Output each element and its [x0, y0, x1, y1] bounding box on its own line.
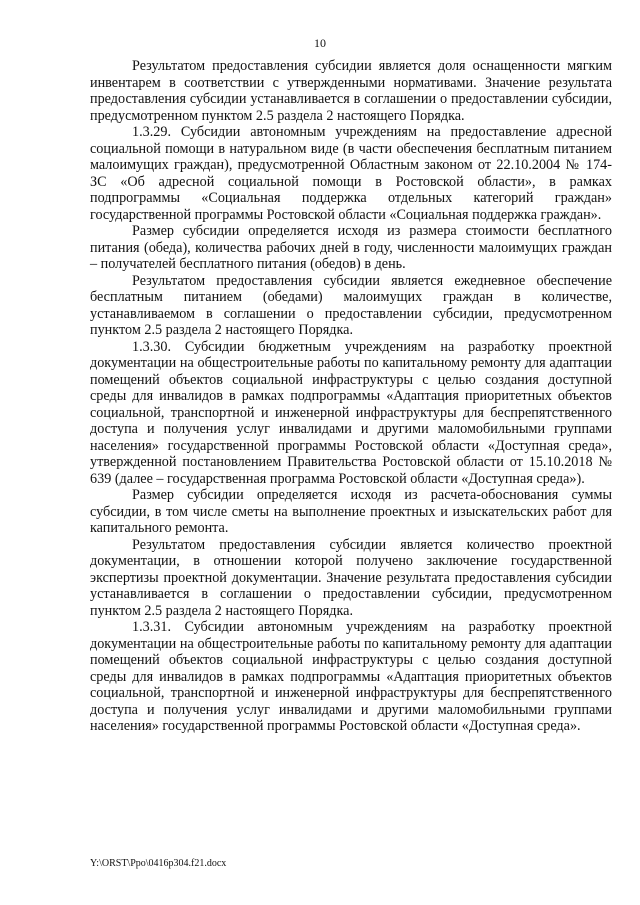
paragraph-result-soft-inventory: Результатом предоставления субсидии является доля оснащенности мягким инвентарем в соответствии с утвержденными нормативами. Значение результата предоставления субсидии устанавливается в соглашении о предоставлении субсидии, предусмотренном пунктом 2.5 раздела 2 настоящего Порядка. — [90, 58, 612, 124]
document-body — [90, 58, 612, 735]
paragraph-1-3-29: 1.3.29. Субсидии автономным учреждениям на предоставление адресной социальной помощи в натуральном виде (в части обеспечения бесплатным питанием малоимущих граждан), предусмотренной Областным законом от 22.10.2004 № 174-ЗС «Об адресной социальной помощи в Ростовской области», в рамках подпрограммы «Социальная поддержка отдельных категорий граждан» государственной программы Ростовской области «Социальная поддержка граждан». — [90, 124, 612, 223]
paragraph-subsidy-size-design: Размер субсидии определяется исходя из расчета-обоснования суммы субсидии, в том числе сметы на выполнение проектных и изыскательских работ для капитального ремонта. — [90, 487, 612, 536]
paragraph-result-meals: Результатом предоставления субсидии является ежедневное обеспечение бесплатным питанием (обедами) малоимущих граждан в количестве, устанавливаемом в соглашении о предоставлении субсидии, предусмотренном пунктом 2.5 раздела 2 настоящего Порядка. — [90, 272, 612, 338]
paragraph-subsidy-size-meals: Размер субсидии определяется исходя из размера стоимости бесплатного питания (обеда), количества рабочих дней в году, численности малоимущих граждан – получателей бесплатного питания (обедов) в день. — [90, 223, 612, 272]
paragraph-1-3-30: 1.3.30. Субсидии бюджетным учреждениям на разработку проектной документации на общестроительные работы по капитальному ремонту для адаптации помещений объектов социальной инфраструктуры с целью создания доступной среды для инвалидов в рамках подпрограммы «Адаптация приоритетных объектов социальной, транспортной и инженерной инфраструктуры для беспрепятственного доступа и получения услуг инвалидами и другими маломобильными группами населения» государственной программы Ростовской области «Доступная среда», утвержденной постановлением Правительства Ростовской области от 15.10.2018 № 639 (далее – государственная программа Ростовской области «Доступная среда»). — [90, 338, 612, 487]
page-number: 10 — [314, 36, 326, 50]
paragraph-result-design: Результатом предоставления субсидии является количество проектной документации, в отношении которой получено заключение государственной экспертизы проектной документации. Значение результата предоставления субсидии устанавливается в соглашении о предоставлении субсидии, предусмотренном пунктом 2.5 раздела 2 настоящего Порядка. — [90, 536, 612, 619]
footer-file-path: Y:\ORST\Ppo\0416p304.f21.docx — [90, 858, 227, 869]
paragraph-1-3-31: 1.3.31. Субсидии автономным учреждениям на разработку проектной документации на общестроительные работы по капитальному ремонту для адаптации помещений объектов социальной инфраструктуры с целью создания доступной среды для инвалидов в рамках подпрограммы «Адаптация приоритетных объектов социальной, транспортной и инженерной инфраструктуры для беспрепятственного доступа и получения услуг инвалидами и другими маломобильными группами населения» государственной программы Ростовской области «Доступная среда». — [90, 619, 612, 734]
